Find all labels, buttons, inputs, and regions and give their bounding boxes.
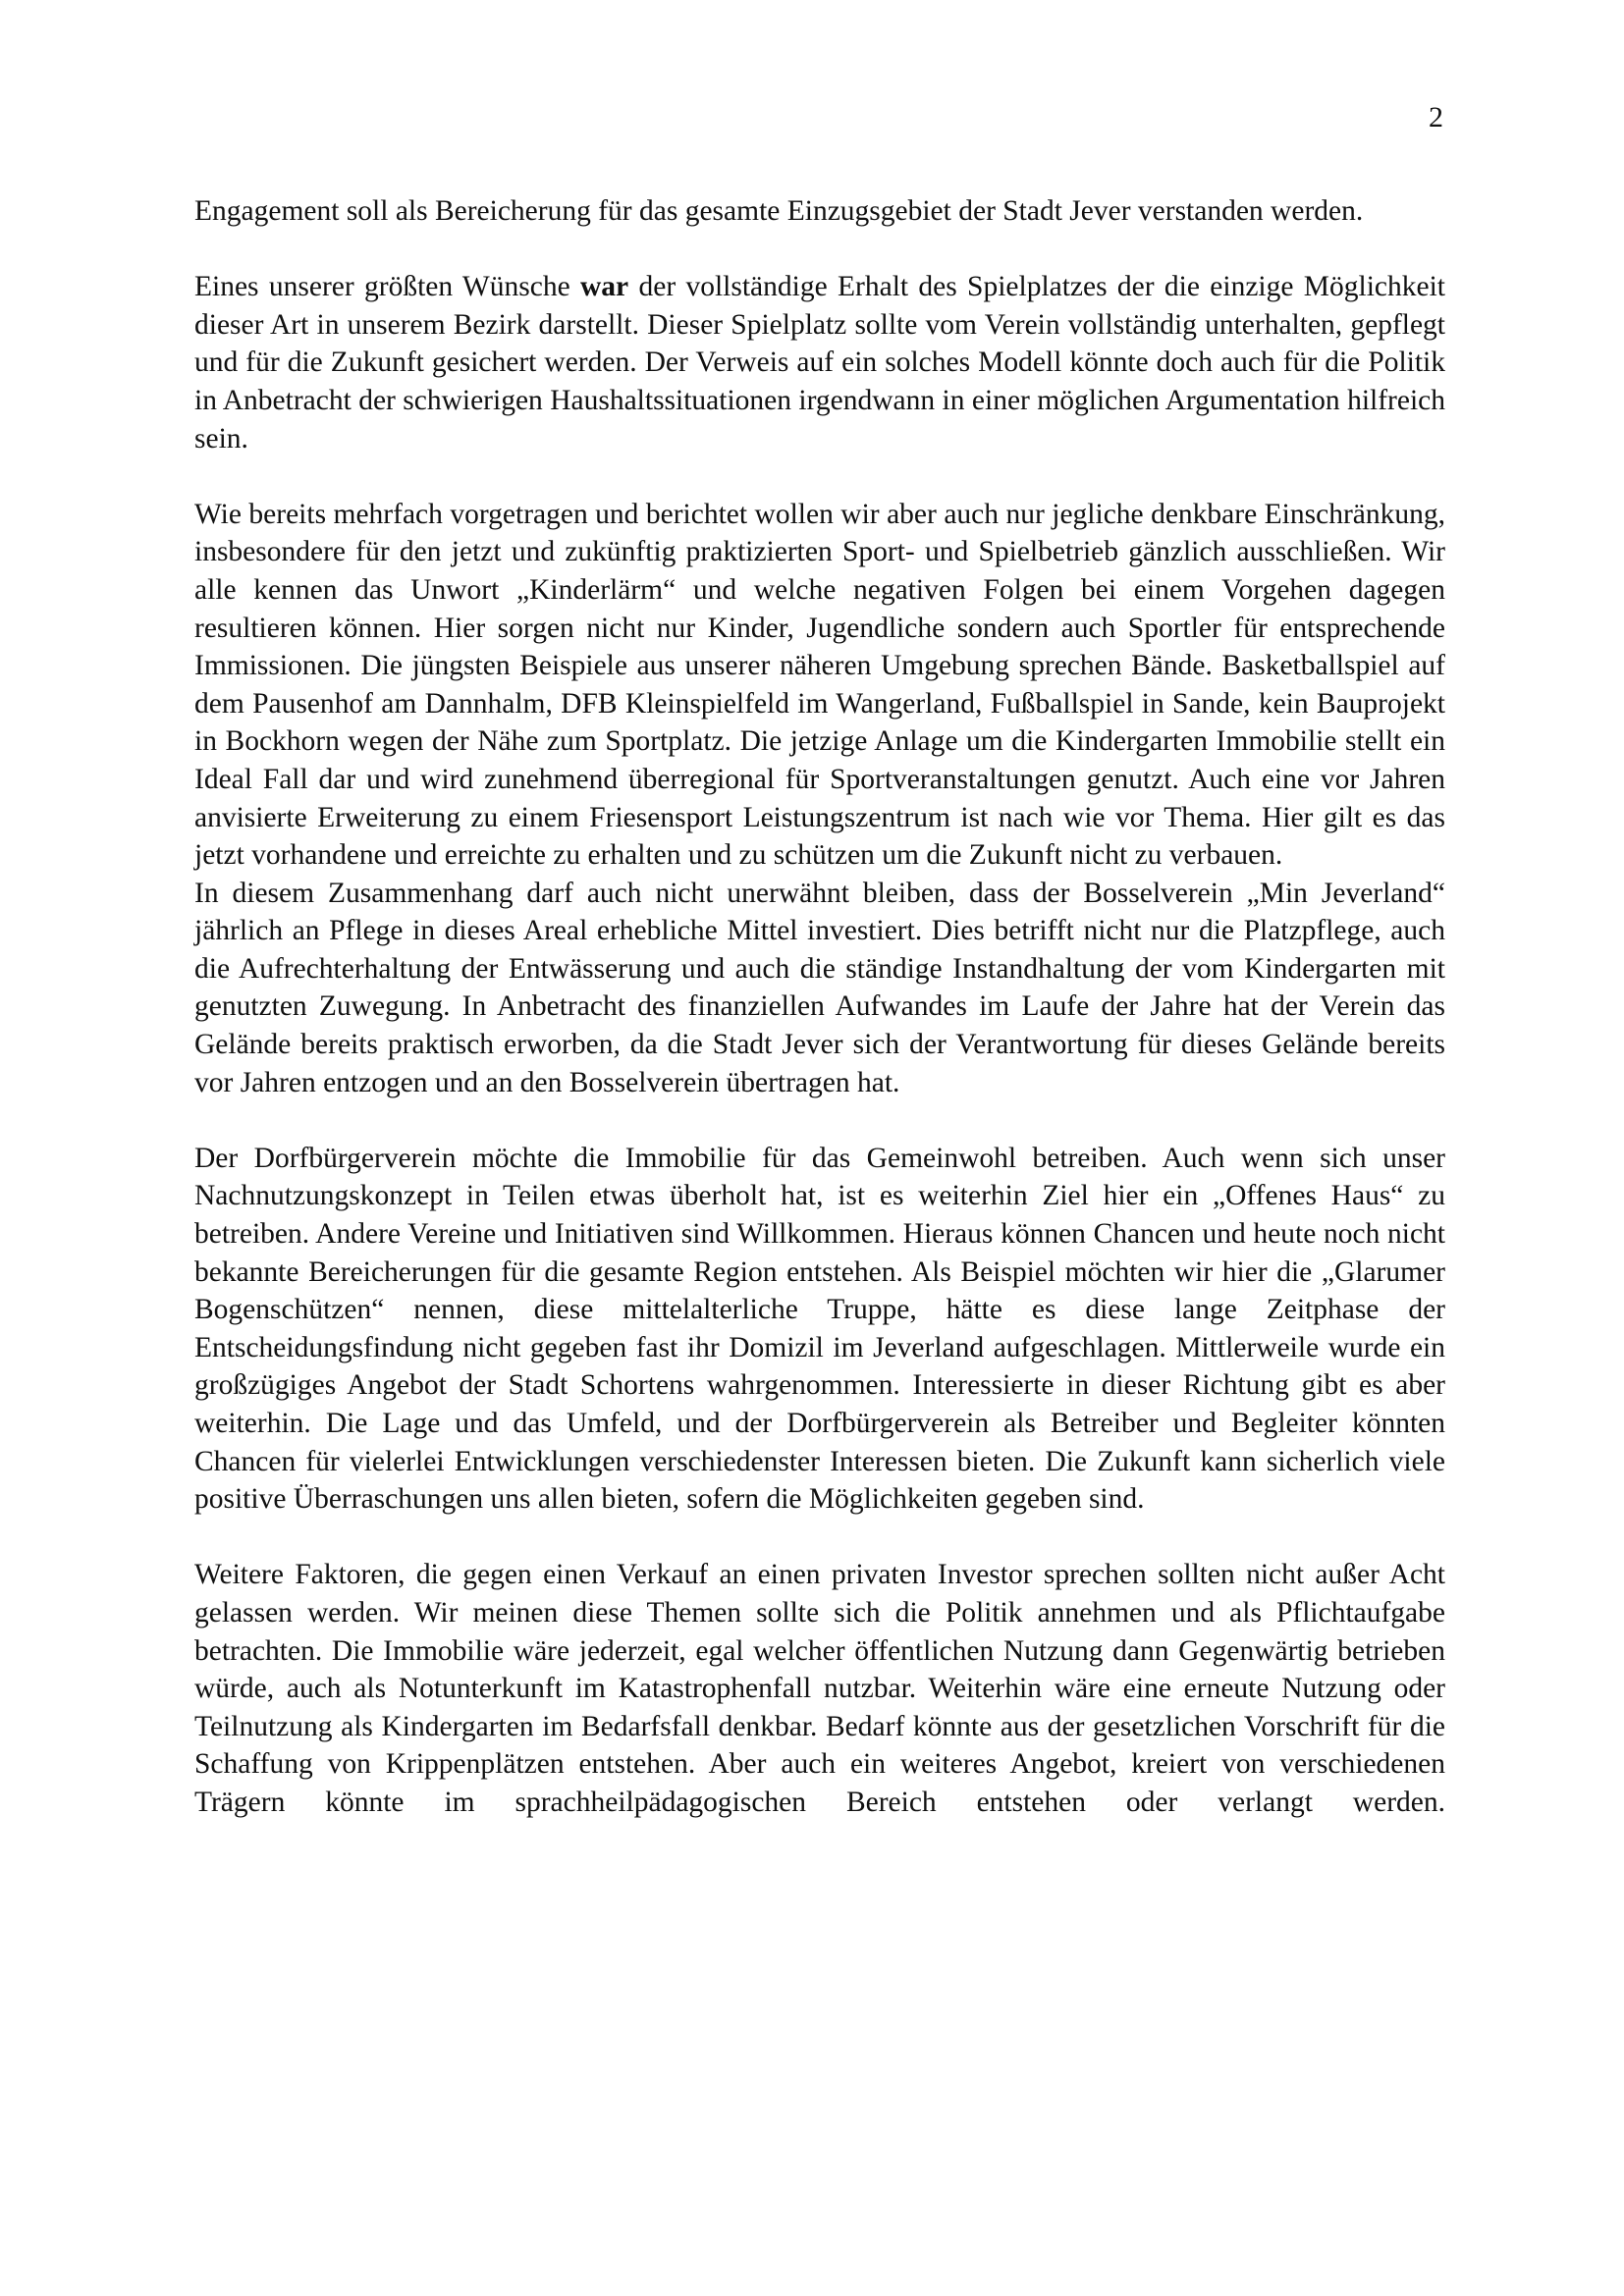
paragraph-2-start: Eines unserer größten Wünsche xyxy=(194,271,580,303)
paragraph-5: Der Dorfbürgerverein möchte die Immobilie für das Gemeinwohl betreiben. Auch wenn sich unser Nachnutzungskonzept in Teilen etwas überholt hat, ist es weiterhin Ziel hier ein „Offenes Haus“ zu betreiben. Andere Vereine und Initiativen sind Willkommen. Hieraus können Chancen und heute noch nicht bekannte Bereicherungen für die gesamte Region entstehen. Als Beispiel möchten wir hier die „Glarumer Bogenschützen“ nennen, diese mittelalterliche Truppe, hätte es diese lange Zeitphase der Entscheidungsfindung nicht gegeben fast ihr Domizil im Jeverland aufgeschlagen. Mittlerweile wurde ein großzügiges Angebot der Stadt Schortens wahrgenommen. Interessierte in dieser Richtung gibt es aber weiterhin. Die Lage und das Umfeld, und der Dorfbürgerverein als Betreiber und Begleiter könnten Chancen für vielerlei Entwicklungen verschiedenster Interessen bieten. Die Zukunft kann sicherlich viele positive Überraschungen uns allen bieten, sofern die Möglichkeiten gegeben sind. xyxy=(194,1142,1445,1516)
paragraph-6: Weitere Faktoren, die gegen einen Verkauf an einen privaten Investor sprechen sollten nicht außer Acht gelassen werden. Wir meinen diese Themen sollte sich die Politik annehmen und als Pflichtaufgabe betrachten. Die Immobilie wäre jederzeit, egal welcher öffentlichen Nutzung dann Gegenwärtig betrieben würde, auch als Notunterkunft im Katastrophenfall nutzbar. Weiterhin wäre eine erneute Nutzung oder Teilnutzung als Kindergarten im Bedarfsfall denkbar. Bedarf könnte aus der gesetzlichen Vorschrift für die Schaffung von Krippenplätzen entstehen. Aber auch ein weiteres Angebot, kreiert von verschiedenen Trägern könnte im sprachheilpädagogischen Bereich entstehen oder verlangt werden. xyxy=(194,1559,1445,1818)
paragraph-4: In diesem Zusammenhang darf auch nicht unerwähnt bleiben, dass der Bosselverein „Min Jeverland“ jährlich an Pflege in dieses Areal erhebliche Mittel investiert. Dies betrifft nicht nur die Platzpflege, auch die Aufrechterhaltung der Entwässerung und auch die ständige Instandhaltung der vom Kindergarten mit genutzten Zuwegung. In Anbetracht des finanziellen Aufwandes im Laufe der Jahre hat der Verein das Gelände bereits praktisch erworben, da die Stadt Jever sich der Verantwortung für dieses Gelände bereits vor Jahren entzogen und an den Bosselverein übertragen hat. xyxy=(194,877,1445,1098)
page-number: 2 xyxy=(1429,101,1443,133)
paragraph-2 xyxy=(194,268,1445,457)
paragraph-2-rest: der vollständige Erhalt des Spielplatzes der die einzige Möglichkeit dieser Art in unserem Bezirk darstellt. Dieser Spielplatz sollte vom Verein vollständig unterhalten, gepflegt und für die Zukunft gesichert werden. Der Verweis auf ein solches Modell könnte doch auch für die Politik in Anbetracht der schwierigen Haushaltssituationen irgendwann in einer möglichen Argumentation hilfreich sein. xyxy=(194,271,1445,454)
paragraph-2-bold-word: war xyxy=(580,271,629,303)
paragraph-3: Wie bereits mehrfach vorgetragen und berichtet wollen wir aber auch nur jegliche denkbare Einschränkung, insbesondere für den jetzt und zukünftig praktizierten Sport- und Spielbetrieb gänzlich ausschließen. Wir alle kennen das Unwort „Kinderlärm“ und welche negativen Folgen bei einem Vorgehen dagegen resultieren können. Hier sorgen nicht nur Kinder, Jugendliche sondern auch Sportler für entsprechende Immissionen. Die jüngsten Beispiele aus unserer näheren Umgebung sprechen Bände. Basketballspiel auf dem Pausenhof am Dannhalm, DFB Kleinspielfeld im Wangerland, Fußballspiel in Sande, kein Bauprojekt in Bockhorn wegen der Nähe zum Sportplatz. Die jetzige Anlage um die Kindergarten Immobilie stellt ein Ideal Fall dar und wird zunehmend überregional für Sportveranstaltungen genutzt. Auch eine vor Jahren anvisierte Erweiterung zu einem Friesensport Leistungszentrum ist nach wie vor Thema. Hier gilt es das jetzt vorhandene und erreichte zu erhalten und zu schützen um die Zukunft nicht zu verbauen. xyxy=(194,498,1445,872)
paragraph-1: Engagement soll als Bereicherung für das gesamte Einzugsgebiet der Stadt Jever verstanden werden. xyxy=(194,195,1364,227)
document-body xyxy=(194,192,1445,1822)
